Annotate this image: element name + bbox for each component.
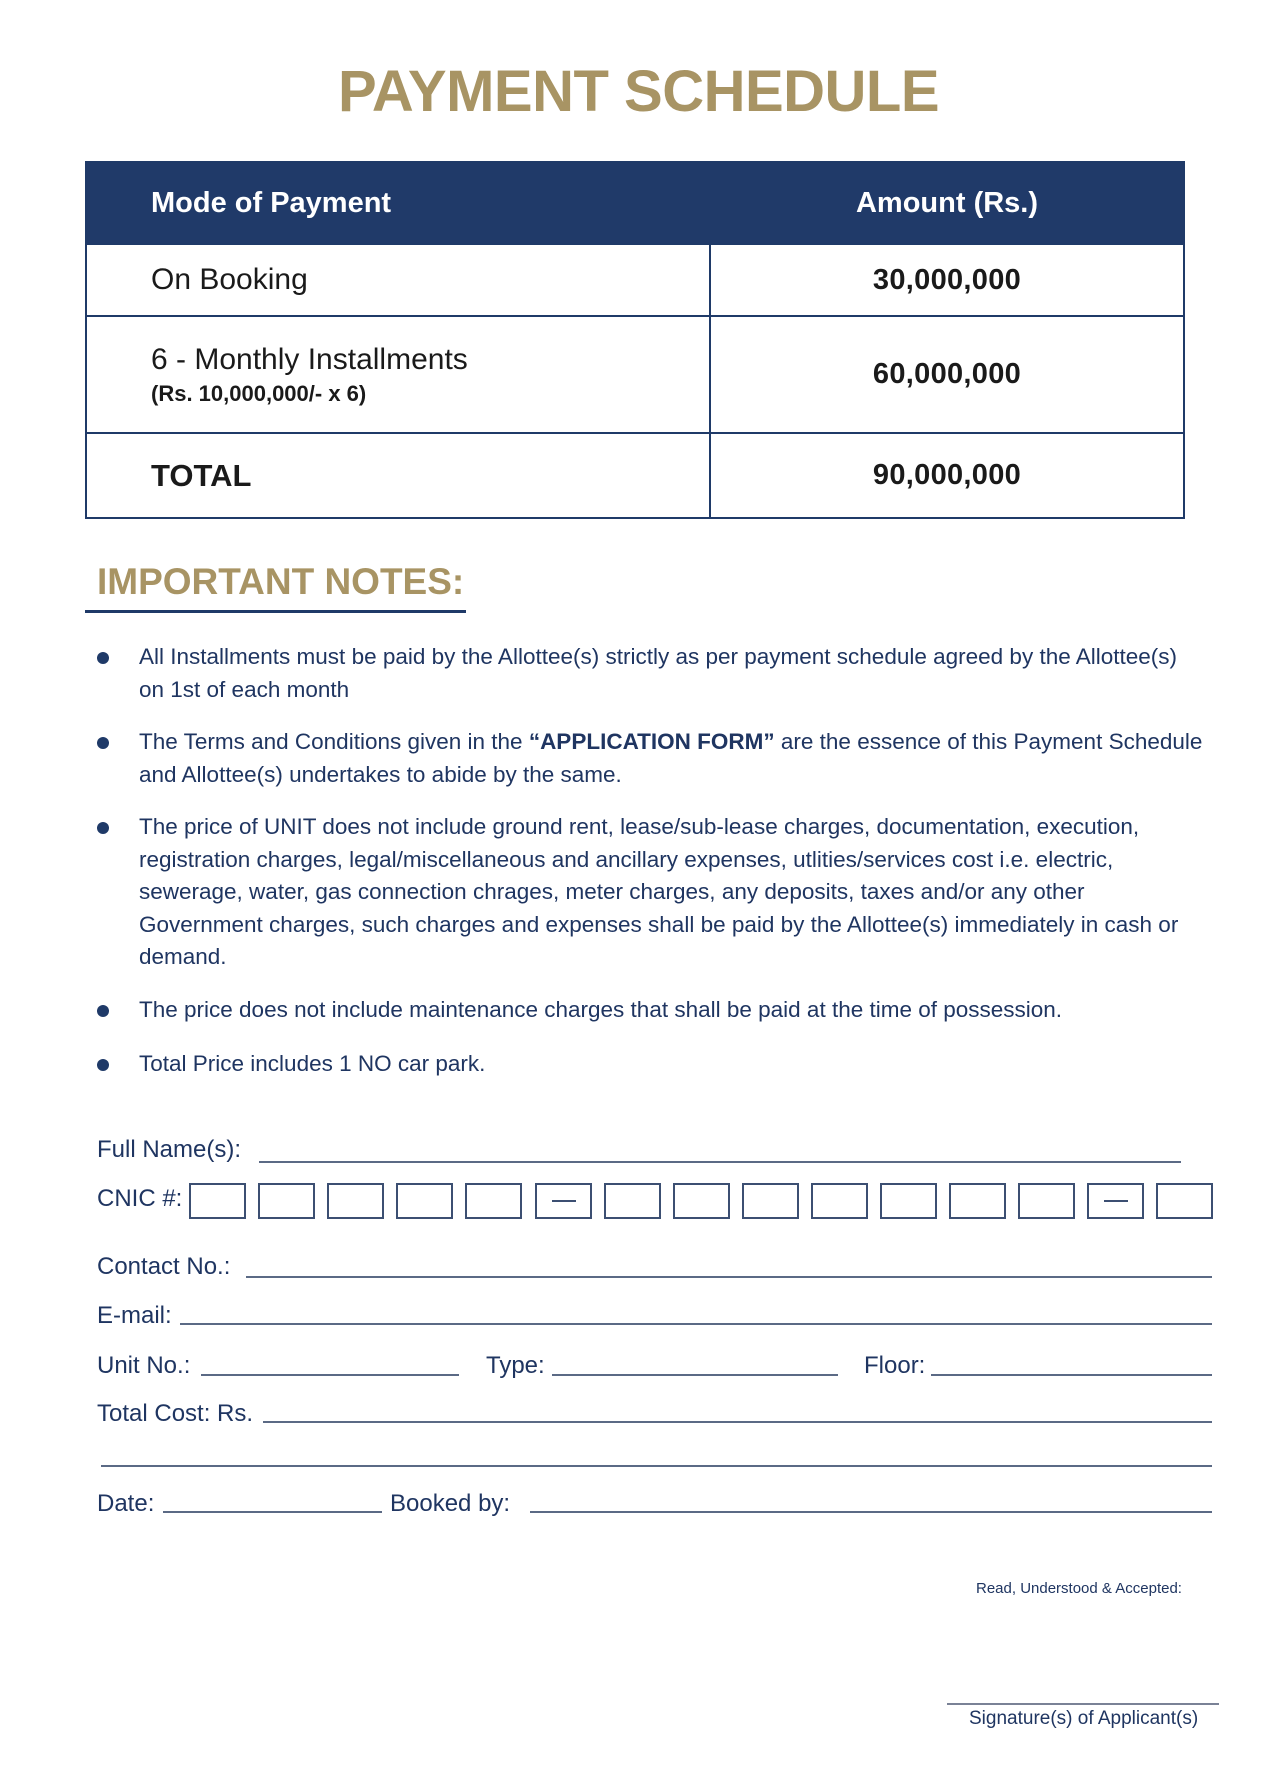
note-text: All Installments must be paid by the Allottee(s) strictly as per payment schedule agreed by the Allottee(s) on 1st of each month bbox=[139, 644, 1178, 702]
type-label: Type: bbox=[486, 1352, 545, 1379]
email-label: E-mail: bbox=[97, 1302, 172, 1329]
table-row-total bbox=[87, 432, 1183, 517]
row-mode: On Booking bbox=[151, 263, 308, 296]
notes-underline bbox=[85, 610, 466, 613]
full-name-label: Full Name(s): bbox=[97, 1136, 242, 1163]
total-cost-label: Total Cost: Rs. bbox=[97, 1400, 254, 1427]
list-item bbox=[97, 641, 1207, 706]
bullet-icon bbox=[97, 737, 109, 749]
unit-no-field[interactable] bbox=[201, 1374, 459, 1376]
row-mode-detail: (Rs. 10,000,000/- x 6) bbox=[151, 380, 367, 406]
cnic-digit-box[interactable] bbox=[1156, 1183, 1213, 1219]
bullet-icon bbox=[97, 1005, 109, 1017]
cnic-digit-box[interactable] bbox=[1018, 1183, 1075, 1219]
bullet-icon bbox=[97, 652, 109, 664]
header-mode-of-payment: Mode of Payment bbox=[151, 186, 392, 219]
bullet-icon bbox=[97, 1059, 109, 1071]
list-item bbox=[97, 994, 1207, 1027]
table-row bbox=[87, 315, 1183, 432]
full-name-field[interactable] bbox=[259, 1161, 1181, 1163]
signature-field[interactable] bbox=[947, 1703, 1219, 1705]
list-item bbox=[97, 1048, 1207, 1081]
notes-list bbox=[97, 641, 1207, 1101]
cnic-digit-box[interactable] bbox=[880, 1183, 937, 1219]
header-amount: Amount (Rs.) bbox=[855, 186, 1039, 219]
booked-by-label: Booked by: bbox=[390, 1490, 511, 1517]
list-item bbox=[97, 726, 1207, 791]
booked-by-field[interactable] bbox=[530, 1511, 1212, 1513]
email-field[interactable] bbox=[180, 1323, 1212, 1325]
contact-field[interactable] bbox=[246, 1276, 1212, 1278]
cnic-digit-box[interactable] bbox=[604, 1183, 661, 1219]
list-item bbox=[97, 811, 1207, 974]
note-text-bold: “APPLICATION FORM” bbox=[528, 729, 775, 754]
cnic-digit-box[interactable] bbox=[465, 1183, 522, 1219]
cnic-digit-box[interactable] bbox=[327, 1183, 384, 1219]
row-amount: 30,000,000 bbox=[872, 263, 1022, 296]
contact-label: Contact No.: bbox=[97, 1253, 231, 1280]
cnic-digit-box[interactable] bbox=[742, 1183, 799, 1219]
note-text-pre: The Terms and Conditions given in the bbox=[139, 729, 529, 754]
total-cost-field[interactable] bbox=[263, 1421, 1212, 1423]
cnic-digit-box[interactable] bbox=[673, 1183, 730, 1219]
cnic-label: CNIC #: bbox=[97, 1185, 183, 1212]
cnic-separator-box bbox=[1087, 1183, 1144, 1219]
signature-label: Signature(s) of Applicant(s) bbox=[969, 1708, 1199, 1729]
date-label: Date: bbox=[97, 1490, 155, 1517]
dash-icon bbox=[1104, 1200, 1128, 1202]
cnic-digit-box[interactable] bbox=[189, 1183, 246, 1219]
unit-no-label: Unit No.: bbox=[97, 1352, 191, 1379]
row-amount: 60,000,000 bbox=[872, 358, 1022, 390]
cnic-digit-box[interactable] bbox=[258, 1183, 315, 1219]
cnic-digit-box[interactable] bbox=[396, 1183, 453, 1219]
row-mode: TOTAL bbox=[151, 457, 252, 493]
cnic-digit-box[interactable] bbox=[811, 1183, 868, 1219]
payment-schedule-table bbox=[85, 161, 1185, 519]
type-field[interactable] bbox=[552, 1374, 838, 1376]
note-text: The price does not include maintenance charges that shall be paid at the time of possession. bbox=[139, 996, 1063, 1022]
date-field[interactable] bbox=[163, 1511, 382, 1513]
cnic-digit-box[interactable] bbox=[949, 1183, 1006, 1219]
table-header bbox=[87, 163, 1183, 243]
dash-icon bbox=[552, 1200, 576, 1202]
row-mode: 6 - Monthly Installments bbox=[151, 342, 468, 376]
floor-field[interactable] bbox=[931, 1374, 1212, 1376]
accepted-label: Read, Understood & Accepted: bbox=[976, 1580, 1182, 1597]
note-text: The price of UNIT does not include ground rent, lease/sub-lease charges, documentation, execution, registration charges, legal/miscellaneous and ancillary expenses, utlities/services cost i.e. electric, sewerage, water, gas connection chrages, meter charges, any deposits, taxes and/or any other Government charges, such charges and expenses shall be paid by the Allottee(s) immediately in cash or demand. bbox=[139, 814, 1179, 969]
note-text: Total Price includes 1 NO car park. bbox=[139, 1051, 486, 1076]
total-cost-field-line-2[interactable] bbox=[101, 1465, 1212, 1467]
cnic-separator-box bbox=[535, 1183, 592, 1219]
floor-label: Floor: bbox=[864, 1352, 926, 1379]
bullet-icon bbox=[97, 822, 109, 834]
page-title: PAYMENT SCHEDULE bbox=[337, 59, 940, 124]
table-row bbox=[87, 243, 1183, 315]
note-text-post: are the essence of this Payment Schedule and Allottee(s) undertakes to abide by the same. bbox=[139, 729, 1203, 787]
notes-heading: IMPORTANT NOTES: bbox=[97, 561, 465, 602]
row-amount: 90,000,000 bbox=[872, 459, 1022, 491]
